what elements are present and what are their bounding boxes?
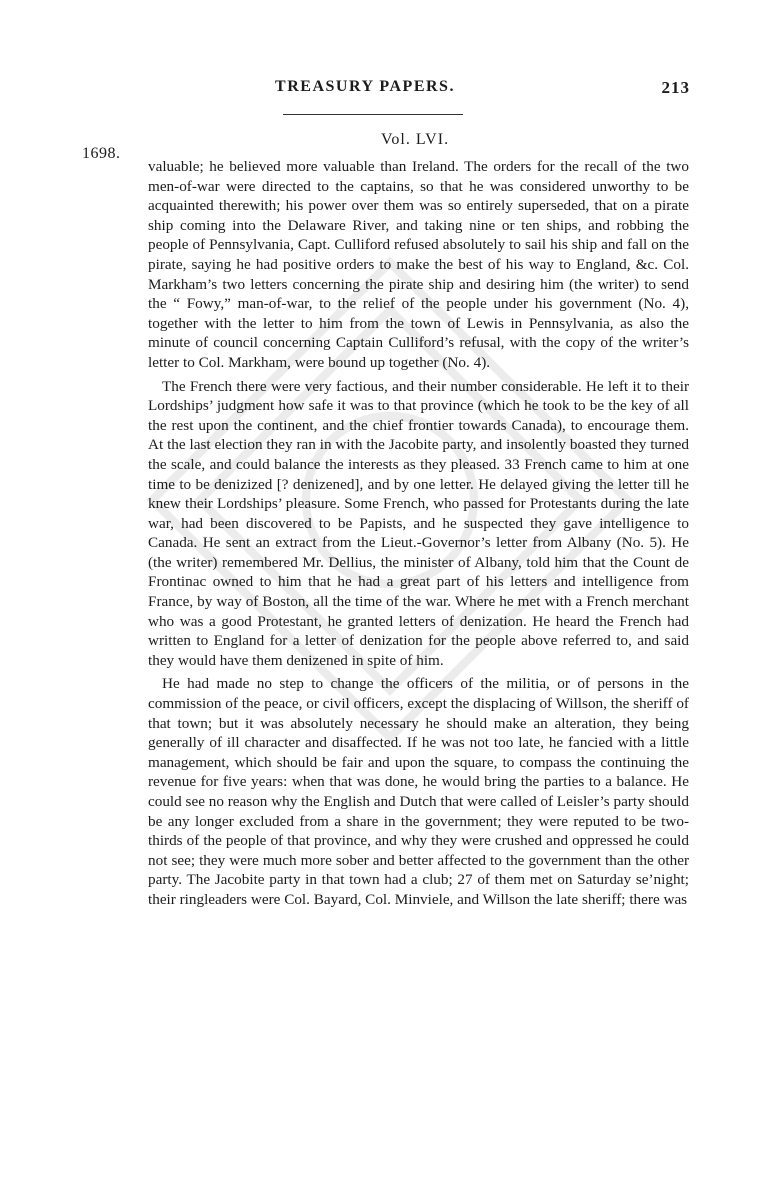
paragraph: valuable; he believed more valuable than Ireland. The orders for the recall of the two men-of-war were directed to the captains, so that he was considered unworthy to be acquainted therewith; his power over them was so entirely superseded, that on a pirate ship coming into the Delaware River, and taking nine or ten ships, and robbing the people of Pennsylvania, Capt. Culliford refused absolutely to sail his ship and fall on the pirate, saying he had positive orders to make the best of his way to England, &c. Col. Markham’s two letters concerning the pirate ship and desiring him (the writer) to send the “ Fowy,” man-of-war, to the relief of the people under his government (No. 4), together with the letter to him from the town of Lewis in Pennsylvania, as also the minute of council concerning Captain Culliford’s refusal, with the copy of the writer’s letter to Col. Markham, were bound up together (No. 4).: [148, 158, 689, 371]
body-text: [148, 157, 689, 910]
volume-heading: Vol. LVI.: [380, 131, 450, 148]
running-title: TREASURY PAPERS.: [275, 78, 455, 95]
page-number: 213: [661, 78, 690, 97]
paragraph: The French there were very factious, and their number considerable. He left it to their Lordships’ judgment how safe it was to that province (which he took to be the key of all the rest upon the continent, and the chief frontier towards Canada), to encourage them. At the last election they ran in with the Jacobite party, and insolently boasted they turned the scale, and could balance the interests as they pleased. 33 French came to him at one time to be denizized [? denizened], and by one letter. He delayed giving the letter till he knew their Lordships’ pleasure. Some French, who passed for Protestants during the late war, had been discovered to be Papists, and he suspected they gave intelligence to Canada. He sent an extract from the Lieut.-Governor’s letter from Albany (No. 5). He (the writer) remembered Mr. Dellius, the minister of Albany, told him that the Count de Frontinac owned to him that he had a great part of his letters and intelligence from France, by way of Boston, all the time of the war. Where he met with a French merchant who was a good Protestant, he granted letters of denization. He heard the French had written to England for a letter of denization for the people above referred to, and said they would have them denizened in spite of him.: [148, 377, 689, 669]
margin-year: 1698.: [82, 145, 121, 162]
paragraph: He had made no step to change the officers of the militia, or of persons in the commission of the peace, or civil officers, except the displacing of Willson, the sheriff of that town; but it was absolutely necessary he should make an alteration, they being generally of ill character and disaffected. If he was not too late, he fancied with a little management, which should be fair and upon the square, to compass the continuing the revenue for five years: when that was done, he would bring the parties to a balance. He could see no reason why the English and Dutch that were called of Leisler’s party should be any longer excluded from a share in the government; they were reputed to be two-thirds of the people of that province, and why they were crushed and oppressed he could not see; they were much more sober and better affected to the government than the other party. The Jacobite party in that town had a club; 27 of them met on Saturday se’night; their ringleaders were Col. Bayard, Col. Minviele, and Willson the late sheriff; there was: [148, 675, 689, 908]
header-divider: [283, 114, 463, 115]
